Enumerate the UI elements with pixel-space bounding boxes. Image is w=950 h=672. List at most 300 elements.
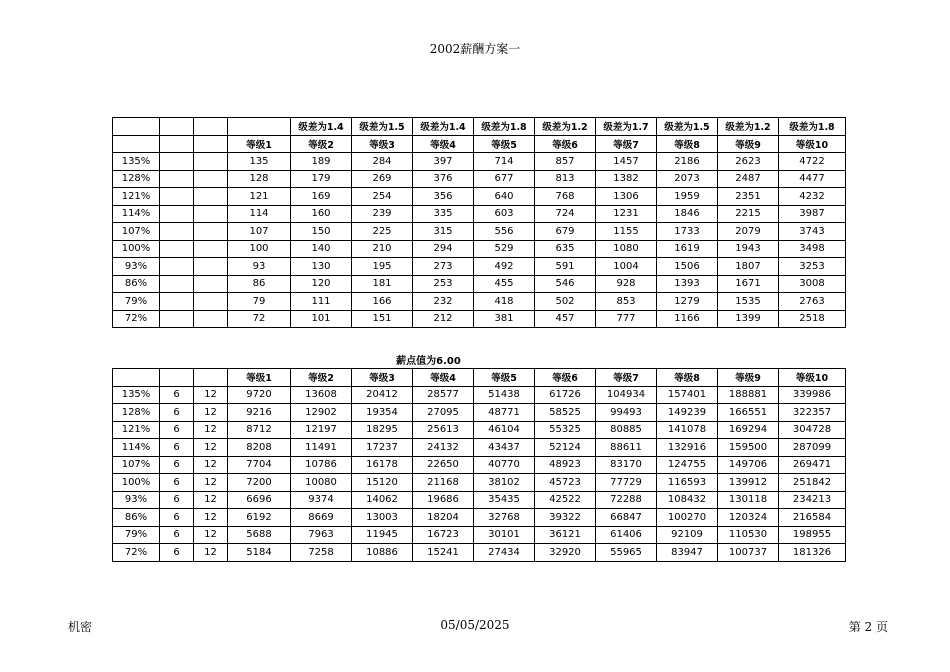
table-cell: 1807 (718, 258, 779, 276)
table-cell: 27434 (474, 544, 535, 562)
table-cell: 234213 (779, 491, 846, 509)
table-row (113, 456, 846, 474)
table-cell: 212 (413, 310, 474, 328)
table-row (113, 310, 846, 328)
table-cell: 11945 (352, 526, 413, 544)
table-cell (160, 240, 194, 258)
table-cell: 149239 (657, 404, 718, 422)
table-cell: 857 (535, 153, 596, 171)
table-cell: 3008 (779, 275, 846, 293)
table-cell: 188881 (718, 386, 779, 404)
table-cell: 9374 (291, 491, 352, 509)
table-cell (160, 223, 194, 241)
table-cell: 32768 (474, 509, 535, 527)
table-cell: 39322 (535, 509, 596, 527)
table-cell: 169 (291, 188, 352, 206)
table-cell: 21168 (413, 474, 474, 492)
table-cell: 591 (535, 258, 596, 276)
table-cell: 1959 (657, 188, 718, 206)
table-cell: 7963 (291, 526, 352, 544)
table-cell: 457 (535, 310, 596, 328)
table-cell: 418 (474, 293, 535, 311)
table-cell: 79 (228, 293, 291, 311)
table-cell: 116593 (657, 474, 718, 492)
table-cell: 92109 (657, 526, 718, 544)
table-cell: 10786 (291, 456, 352, 474)
table-cell: 160 (291, 205, 352, 223)
table-cell: 928 (596, 275, 657, 293)
table-cell: 14062 (352, 491, 413, 509)
table-cell: 83170 (596, 456, 657, 474)
table-cell: 114% (113, 439, 160, 457)
table-cell: 2215 (718, 205, 779, 223)
table-cell: 216584 (779, 509, 846, 527)
table-cell: 2351 (718, 188, 779, 206)
table-cell: 121% (113, 188, 160, 206)
table-cell: 等级8 (657, 135, 718, 153)
table-cell: 151 (352, 310, 413, 328)
table-cell: 135% (113, 386, 160, 404)
table-cell (160, 310, 194, 328)
table-cell: 等级8 (657, 369, 718, 387)
table-cell: 12 (194, 421, 228, 439)
table-cell: 15241 (413, 544, 474, 562)
table-cell: 55965 (596, 544, 657, 562)
table-cell: 1279 (657, 293, 718, 311)
table-cell: 128 (228, 170, 291, 188)
table-cell: 139912 (718, 474, 779, 492)
table-cell: 86% (113, 509, 160, 527)
table-cell: 6192 (228, 509, 291, 527)
table-cell: 195 (352, 258, 413, 276)
table-cell: 6 (160, 509, 194, 527)
table-cell: 等级10 (779, 369, 846, 387)
table-cell: 149706 (718, 456, 779, 474)
table-cell: 724 (535, 205, 596, 223)
table-cell: 8712 (228, 421, 291, 439)
table-cell: 677 (474, 170, 535, 188)
table-cell: 等级9 (718, 135, 779, 153)
table-cell: 32920 (535, 544, 596, 562)
table-cell: 150 (291, 223, 352, 241)
table-cell: 等级7 (596, 135, 657, 153)
table-cell: 2518 (779, 310, 846, 328)
table-cell: 179 (291, 170, 352, 188)
table-row (113, 526, 846, 544)
table-cell: 768 (535, 188, 596, 206)
table-cell: 110530 (718, 526, 779, 544)
table-cell: 等级4 (413, 369, 474, 387)
table-cell: 17237 (352, 439, 413, 457)
table-cell: 4232 (779, 188, 846, 206)
table-cell: 1506 (657, 258, 718, 276)
table-cell (113, 135, 160, 153)
table-cell: 166 (352, 293, 413, 311)
table-cell: 322357 (779, 404, 846, 422)
table-cell (194, 135, 228, 153)
table-cell: 55325 (535, 421, 596, 439)
table-cell: 等级2 (291, 369, 352, 387)
table-cell: 72 (228, 310, 291, 328)
table-cell: 1846 (657, 205, 718, 223)
table-cell (194, 369, 228, 387)
table-cell: 455 (474, 275, 535, 293)
table-cell: 48771 (474, 404, 535, 422)
table-cell: 376 (413, 170, 474, 188)
table-cell: 304728 (779, 421, 846, 439)
table-cell (228, 118, 291, 136)
table-cell: 6 (160, 491, 194, 509)
table-cell: 140 (291, 240, 352, 258)
table-row (113, 275, 846, 293)
table-cell: 6 (160, 526, 194, 544)
table-cell: 58525 (535, 404, 596, 422)
table-cell: 111 (291, 293, 352, 311)
table-cell: 120 (291, 275, 352, 293)
table-cell: 18204 (413, 509, 474, 527)
table-cell: 52124 (535, 439, 596, 457)
table-cell: 级差为1.4 (413, 118, 474, 136)
table-cell: 42522 (535, 491, 596, 509)
table-cell: 4477 (779, 170, 846, 188)
table-cell: 12 (194, 474, 228, 492)
table-cell: 级差为1.4 (291, 118, 352, 136)
table-row (113, 188, 846, 206)
table-cell: 7200 (228, 474, 291, 492)
table-cell: 20412 (352, 386, 413, 404)
table-cell: 397 (413, 153, 474, 171)
table-cell (160, 205, 194, 223)
table-cell: 36121 (535, 526, 596, 544)
table-cell: 93 (228, 258, 291, 276)
table-cell: 239 (352, 205, 413, 223)
table-cell (160, 258, 194, 276)
table-cell: 813 (535, 170, 596, 188)
table-cell: 79% (113, 293, 160, 311)
table-cell: 2763 (779, 293, 846, 311)
table-cell: 157401 (657, 386, 718, 404)
table-cell: 556 (474, 223, 535, 241)
table-cell: 9216 (228, 404, 291, 422)
table-cell: 1619 (657, 240, 718, 258)
table-cell: 198955 (779, 526, 846, 544)
table-cell: 273 (413, 258, 474, 276)
table-cell: 100% (113, 240, 160, 258)
table-cell: 120324 (718, 509, 779, 527)
table-row (113, 170, 846, 188)
table-cell: 2186 (657, 153, 718, 171)
table-cell: 12 (194, 386, 228, 404)
table-cell: 12 (194, 439, 228, 457)
table-cell: 10080 (291, 474, 352, 492)
table-cell: 210 (352, 240, 413, 258)
table-cell: 6696 (228, 491, 291, 509)
table-cell: 等级5 (474, 135, 535, 153)
page-title: 2002薪酬方案一 (429, 42, 521, 56)
table-cell: 225 (352, 223, 413, 241)
table-cell: 232 (413, 293, 474, 311)
table-cell (160, 369, 194, 387)
table-cell: 级差为1.7 (596, 118, 657, 136)
table-cell: 88611 (596, 439, 657, 457)
table-cell: 159500 (718, 439, 779, 457)
table-cell: 1399 (718, 310, 779, 328)
table-cell: 603 (474, 205, 535, 223)
table-cell: 107 (228, 223, 291, 241)
table-cell: 100 (228, 240, 291, 258)
table-cell: 51438 (474, 386, 535, 404)
table-cell: 83947 (657, 544, 718, 562)
table-cell: 108432 (657, 491, 718, 509)
table-cell (194, 188, 228, 206)
table-cell: 114 (228, 205, 291, 223)
table-cell: 12197 (291, 421, 352, 439)
table-cell: 27095 (413, 404, 474, 422)
table-cell (194, 240, 228, 258)
table-cell: 99493 (596, 404, 657, 422)
table-cell: 1231 (596, 205, 657, 223)
table-cell: 28577 (413, 386, 474, 404)
table-cell (194, 310, 228, 328)
table-cell (194, 205, 228, 223)
table-cell: 356 (413, 188, 474, 206)
table-cell: 10886 (352, 544, 413, 562)
table-cell: 18295 (352, 421, 413, 439)
table-cell: 100% (113, 474, 160, 492)
grade-header-row (113, 369, 846, 387)
table-cell (160, 135, 194, 153)
table-cell: 级差为1.2 (718, 118, 779, 136)
table-cell: 12 (194, 491, 228, 509)
table-cell: 19354 (352, 404, 413, 422)
table-cell: 529 (474, 240, 535, 258)
table-cell: 2487 (718, 170, 779, 188)
table-cell: 25613 (413, 421, 474, 439)
table-cell: 16178 (352, 456, 413, 474)
table-cell: 189 (291, 153, 352, 171)
table-row (113, 404, 846, 422)
table-cell: 284 (352, 153, 413, 171)
table-cell: 12902 (291, 404, 352, 422)
table-cell: 135 (228, 153, 291, 171)
table-cell (160, 153, 194, 171)
table-cell: 3743 (779, 223, 846, 241)
table-cell: 77729 (596, 474, 657, 492)
table-cell: 等级6 (535, 369, 596, 387)
table-cell: 251842 (779, 474, 846, 492)
grade-gap-header-row (113, 118, 846, 136)
table-cell: 101 (291, 310, 352, 328)
table-cell: 1382 (596, 170, 657, 188)
table-cell: 等级10 (779, 135, 846, 153)
table-cell: 679 (535, 223, 596, 241)
table-cell: 6 (160, 439, 194, 457)
table-cell: 269 (352, 170, 413, 188)
table-cell (194, 258, 228, 276)
table-row (113, 491, 846, 509)
table-cell: 128% (113, 170, 160, 188)
table-cell: 93% (113, 258, 160, 276)
table-cell (194, 153, 228, 171)
table-cell: 93% (113, 491, 160, 509)
table-row (113, 258, 846, 276)
table-cell: 294 (413, 240, 474, 258)
table-cell: 40770 (474, 456, 535, 474)
table-cell: 48923 (535, 456, 596, 474)
table-cell: 等级7 (596, 369, 657, 387)
table-cell: 5184 (228, 544, 291, 562)
table-row (113, 439, 846, 457)
table-row (113, 223, 846, 241)
table-cell (160, 118, 194, 136)
table-cell: 269471 (779, 456, 846, 474)
table-cell: 339986 (779, 386, 846, 404)
table-cell (160, 170, 194, 188)
table-cell: 13608 (291, 386, 352, 404)
table-cell: 13003 (352, 509, 413, 527)
table-cell: 35435 (474, 491, 535, 509)
table-cell: 853 (596, 293, 657, 311)
table-cell (194, 170, 228, 188)
footer-date: 05/05/2025 (440, 618, 510, 632)
table-cell: 287099 (779, 439, 846, 457)
salary-grade-table (112, 117, 846, 328)
table-cell: 121% (113, 421, 160, 439)
table-cell: 等级2 (291, 135, 352, 153)
table-cell: 15120 (352, 474, 413, 492)
table-cell: 546 (535, 275, 596, 293)
table-row (113, 386, 846, 404)
table-cell: 4722 (779, 153, 846, 171)
table-cell: 100270 (657, 509, 718, 527)
table-cell: 16723 (413, 526, 474, 544)
table-cell: 104934 (596, 386, 657, 404)
table-cell (113, 118, 160, 136)
table-cell: 8208 (228, 439, 291, 457)
table-cell (194, 293, 228, 311)
table-cell: 38102 (474, 474, 535, 492)
table-row (113, 240, 846, 258)
table-cell: 1733 (657, 223, 718, 241)
grade-header-row (113, 135, 846, 153)
table-cell: 1671 (718, 275, 779, 293)
table-cell: 61726 (535, 386, 596, 404)
table-cell: 22650 (413, 456, 474, 474)
table-cell: 72% (113, 310, 160, 328)
table-cell: 114% (113, 205, 160, 223)
table-cell: 7704 (228, 456, 291, 474)
table-row (113, 474, 846, 492)
table-cell: 254 (352, 188, 413, 206)
table-cell: 635 (535, 240, 596, 258)
table-cell: 等级4 (413, 135, 474, 153)
table-cell: 61406 (596, 526, 657, 544)
table-cell: 121 (228, 188, 291, 206)
table-row (113, 293, 846, 311)
table-cell: 107% (113, 456, 160, 474)
table-cell: 9720 (228, 386, 291, 404)
table-cell: 72% (113, 544, 160, 562)
table-cell: 3253 (779, 258, 846, 276)
table-row (113, 205, 846, 223)
table-cell: 3987 (779, 205, 846, 223)
table-cell: 2079 (718, 223, 779, 241)
table-cell: 46104 (474, 421, 535, 439)
table-cell: 等级3 (352, 369, 413, 387)
table-cell: 181 (352, 275, 413, 293)
table-cell: 级差为1.5 (657, 118, 718, 136)
table-cell: 6 (160, 386, 194, 404)
table-cell: 381 (474, 310, 535, 328)
table-cell: 19686 (413, 491, 474, 509)
table-row (113, 509, 846, 527)
table-cell: 等级3 (352, 135, 413, 153)
table-cell: 1943 (718, 240, 779, 258)
table-cell: 45723 (535, 474, 596, 492)
table-cell: 5688 (228, 526, 291, 544)
table-cell: 86 (228, 275, 291, 293)
table-cell: 714 (474, 153, 535, 171)
table-cell: 1306 (596, 188, 657, 206)
table-cell: 12 (194, 456, 228, 474)
table-cell (160, 293, 194, 311)
table-cell: 43437 (474, 439, 535, 457)
table-cell: 6 (160, 456, 194, 474)
table-cell: 1155 (596, 223, 657, 241)
table-row (113, 544, 846, 562)
table-cell (160, 188, 194, 206)
table-cell: 640 (474, 188, 535, 206)
footer-page-number: 第 2 页 (848, 620, 888, 634)
table-cell: 30101 (474, 526, 535, 544)
table-cell: 253 (413, 275, 474, 293)
table-cell: 等级5 (474, 369, 535, 387)
table-row (113, 421, 846, 439)
table-cell: 181326 (779, 544, 846, 562)
table-cell: 6 (160, 544, 194, 562)
table-cell: 24132 (413, 439, 474, 457)
table-cell (194, 223, 228, 241)
table-cell: 100737 (718, 544, 779, 562)
table-cell: 12 (194, 544, 228, 562)
table-cell: 66847 (596, 509, 657, 527)
table-cell: 2623 (718, 153, 779, 171)
table-cell: 72288 (596, 491, 657, 509)
table-cell: 等级1 (228, 135, 291, 153)
table-row (113, 153, 846, 171)
table-cell: 169294 (718, 421, 779, 439)
table-cell: 1535 (718, 293, 779, 311)
table-cell: 502 (535, 293, 596, 311)
footer-confidential: 机密 (68, 620, 93, 634)
table-cell: 79% (113, 526, 160, 544)
table-cell: 12 (194, 526, 228, 544)
table-cell: 1393 (657, 275, 718, 293)
table-cell: 1457 (596, 153, 657, 171)
table-cell: 等级1 (228, 369, 291, 387)
table-cell: 80885 (596, 421, 657, 439)
table-cell: 级差为1.8 (779, 118, 846, 136)
table-cell: 335 (413, 205, 474, 223)
table-cell (194, 118, 228, 136)
table-cell: 777 (596, 310, 657, 328)
table-cell: 166551 (718, 404, 779, 422)
table-cell: 130 (291, 258, 352, 276)
table-cell: 1004 (596, 258, 657, 276)
table-cell: 级差为1.2 (535, 118, 596, 136)
table-cell: 12 (194, 404, 228, 422)
table-cell: 1166 (657, 310, 718, 328)
